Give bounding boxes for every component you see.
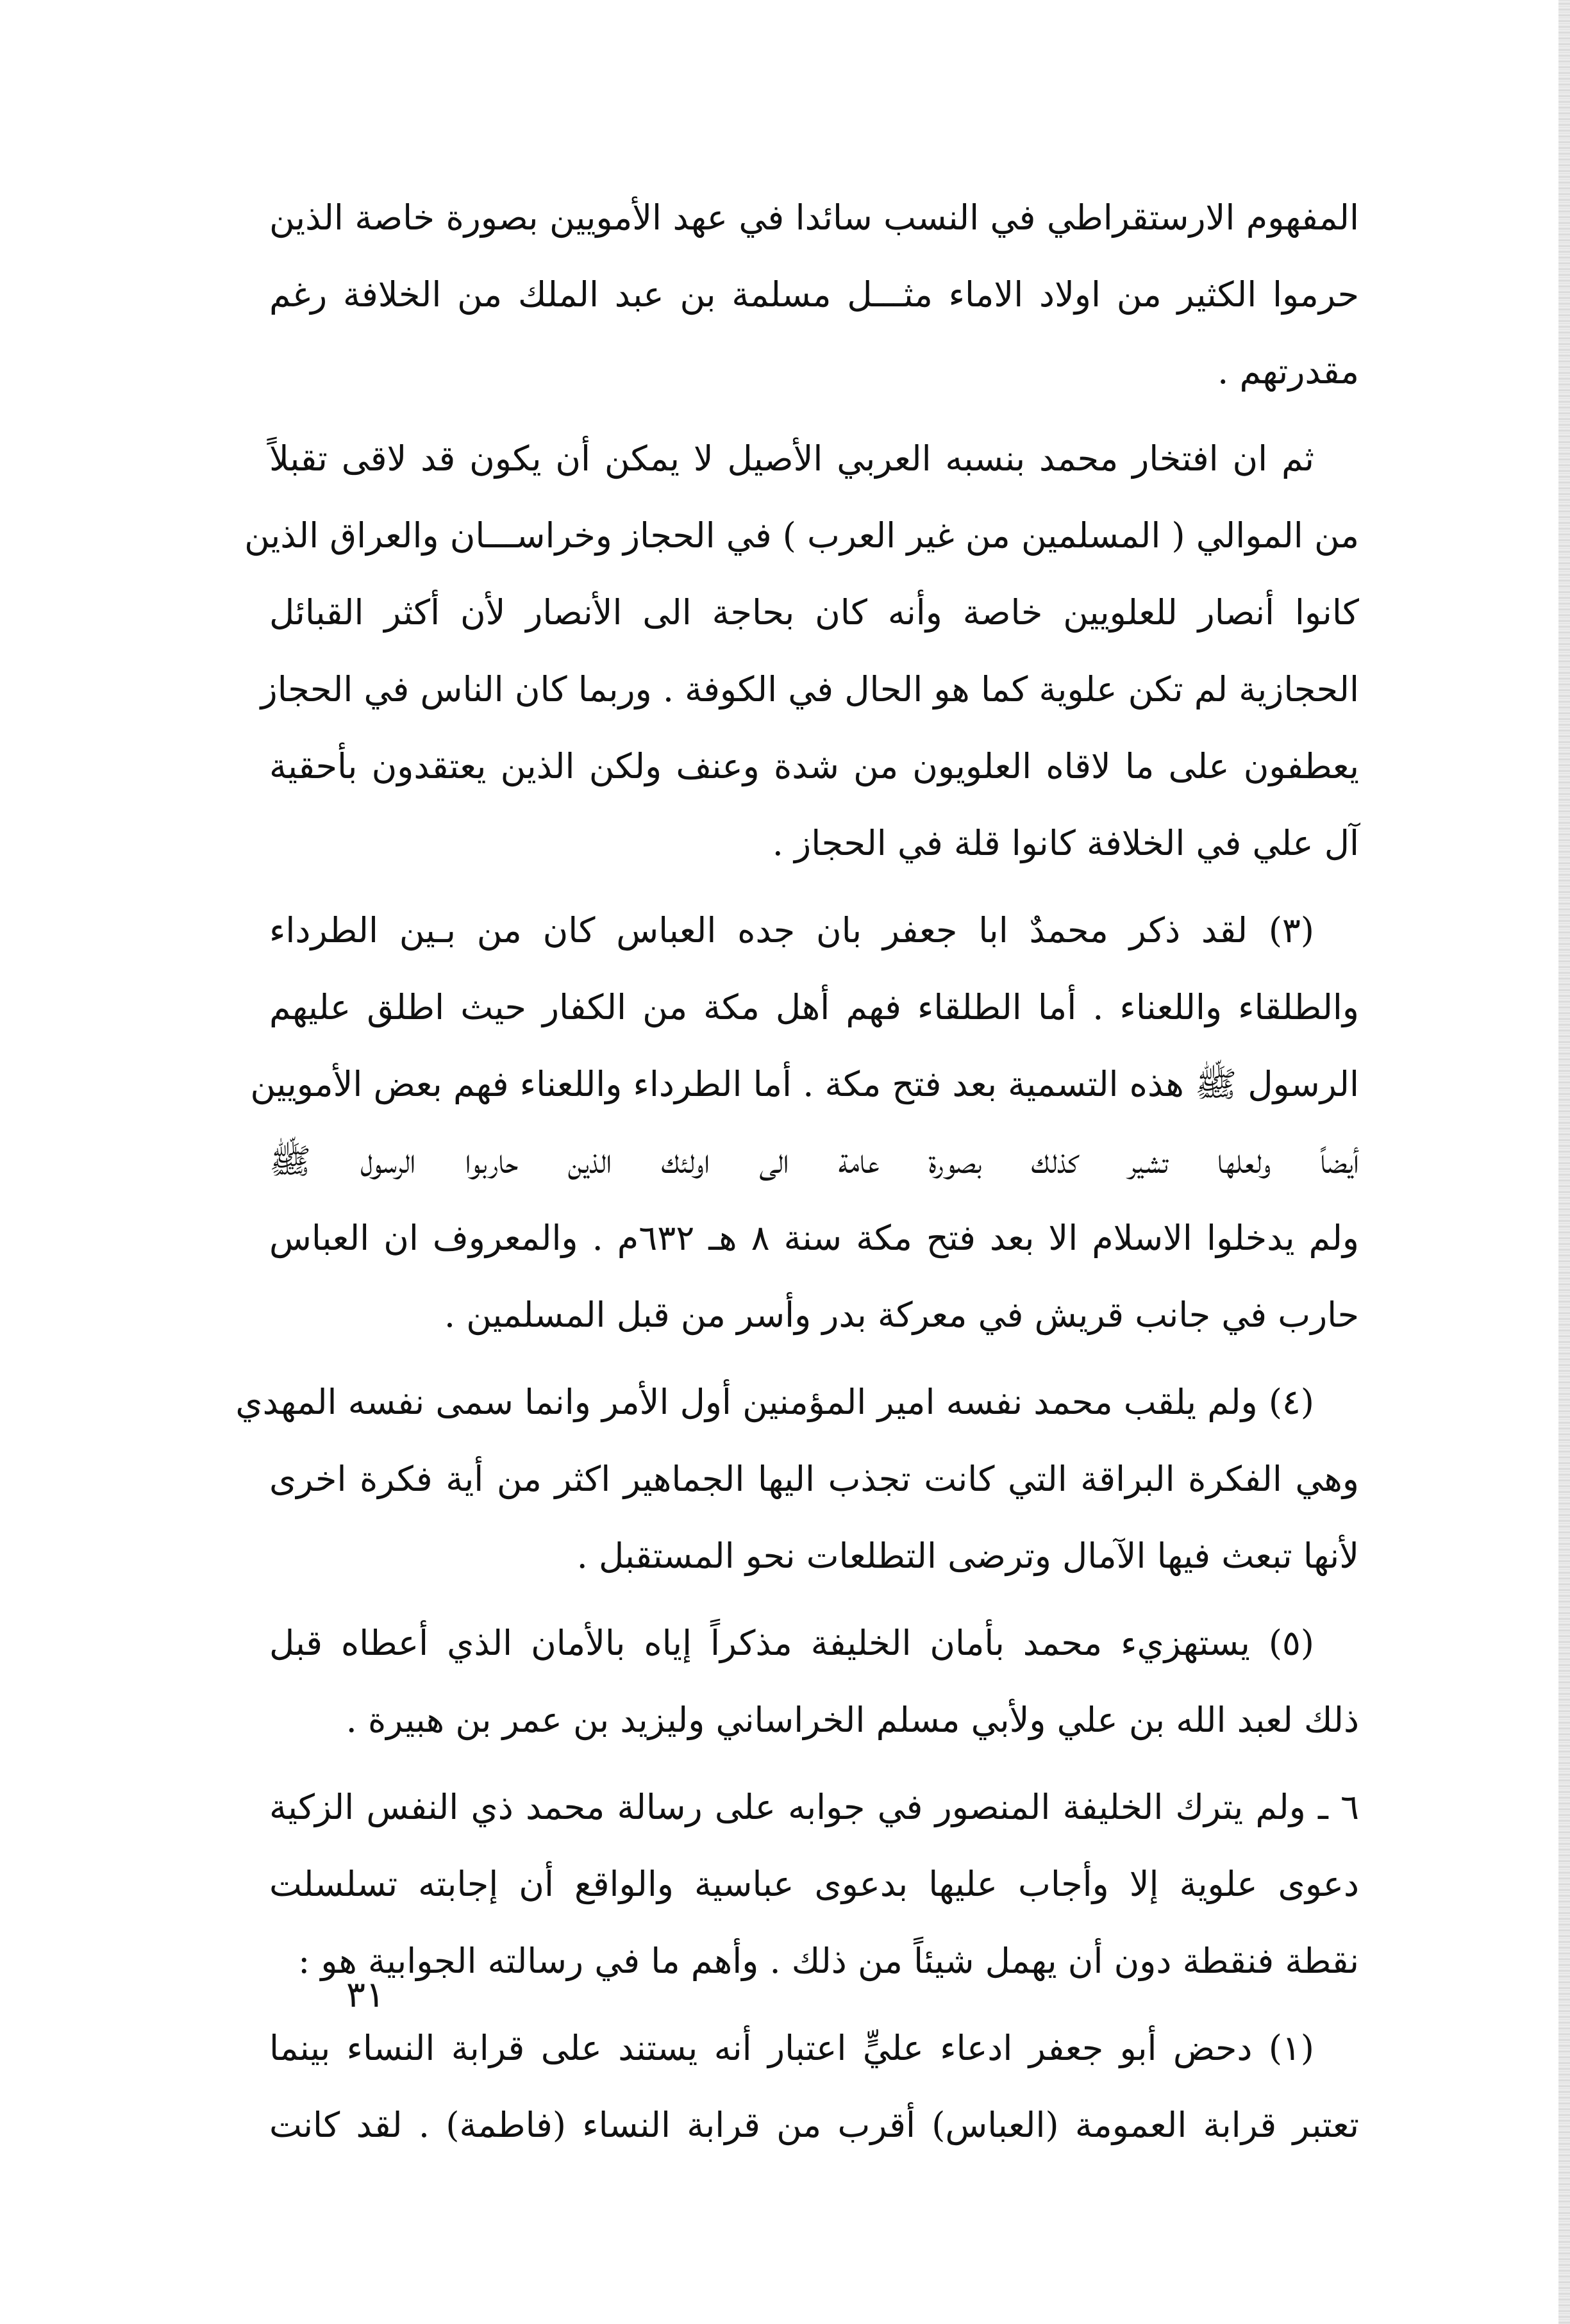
paragraph-5 <box>269 1605 1359 1759</box>
text-line: ٦ ـ ولم يترك الخليفة المنصور في جوابه على رسالة محمد ذي النفس الزكية <box>269 1787 1359 1827</box>
text-line: ثم ان افتخار محمد بنسبه العربي الأصيل لا يمكن أن يكون قد لاقى تقبلاً <box>269 438 1314 479</box>
paragraph-4 <box>235 1364 1359 1595</box>
text-line: نقطة فنقطة دون أن يهمل شيئاً من ذلك . وأهم ما في رسالته الجوابية هو : <box>298 1941 1359 1981</box>
text-line: مقدرتهم . <box>1217 351 1359 392</box>
text-line: يعطفون على ما لاقاه العلويون من شدة وعنف ولكن الذين يعتقدون بأحقية <box>269 746 1359 786</box>
text-line: (١) دحض أبو جعفر ادعاء عليٍّ اعتبار أنه يستند على قرابة النساء بينما <box>269 2028 1314 2068</box>
page-number: ٣١ <box>346 1974 385 2016</box>
text-line: ولم يدخلوا الاسلام الا بعد فتح مكة سنة ٨ هـ ٦٣٢م . والمعروف ان العباس <box>269 1218 1359 1258</box>
paragraph-1 <box>269 179 1359 410</box>
text-line: دعوى علوية إلا وأجاب عليها بدعوى عباسية والواقع أن إجابته تسلسلت <box>269 1864 1359 1904</box>
text-line: تعتبر قرابة العمومة (العباس) أقرب من قرابة النساء (فاطمة) . لقد كانت <box>269 2105 1359 2145</box>
text-line: الحجازية لم تكن علوية كما هو الحال في الكوفة . وربما كان الناس في الحجاز <box>260 669 1359 710</box>
text-line: (٣) لقد ذكر محمدٌ ابا جعفر بان جده العباس كان من بـين الطرداء <box>269 910 1314 950</box>
text-line: كانوا أنصار للعلويين خاصة وأنه كان بحاجة الى الأنصار لأن أكثر القبائل <box>269 592 1359 633</box>
text-line: وهي الفكرة البراقة التي كانت تجذب اليها الجماهير اكثر من أية فكرة اخرى <box>269 1459 1359 1499</box>
text-line: ذلك لعبد الله بن علي ولأبي مسلم الخراساني وليزيد بن عمر بن هبيرة . <box>346 1700 1359 1740</box>
paragraph-7 <box>269 2010 1359 2164</box>
text-line: لأنها تبعث فيها الآمال وترضى التطلعات نحو المستقبل . <box>576 1536 1359 1576</box>
text-line: (٤) ولم يلقب محمد نفسه امير المؤمنين أول الأمر وانما سمى نفسه المهدي <box>235 1382 1314 1422</box>
text-line: حارب في جانب قريش في معركة بدر وأسر من قبل المسلمين . <box>444 1295 1359 1335</box>
text-line: حرموا الكثير من اولاد الاماء مثـــل مسلمة بن عبد الملك من الخلافة رغم <box>269 274 1359 315</box>
text-line: المفهوم الارستقراطي في النسب سائدا في عهد الأمويين بصورة خاصة الذين <box>269 197 1359 238</box>
text-line: (٥) يستهزيء محمد بأمان الخليفة مذكراً إياه بالأمان الذي أعطاه قبل <box>269 1623 1314 1663</box>
scanned-page-edge <box>1558 0 1570 2324</box>
text-line: الرسول ﷺ هذه التسمية بعد فتح مكة . أما الطرداء واللعناء فهم بعض الأمويين <box>250 1064 1359 1104</box>
text-line: آل علي في الخلافة كانوا قلة في الحجاز . <box>772 823 1359 863</box>
paragraph-2 <box>244 420 1359 882</box>
page-body <box>235 179 1359 2174</box>
paragraph-3 <box>250 892 1359 1354</box>
text-line: من الموالي ( المسلمين من غير العرب ) في الحجاز وخراســـان والعراق الذين <box>244 515 1359 556</box>
paragraph-6 <box>269 1769 1359 2000</box>
text-line: أيضاً ولعلها تشير كذلك بصورة عامة الى اولئك الذين حاربوا الرسول ﷺ <box>269 1141 1359 1181</box>
text-line: والطلقاء واللعناء . أما الطلقاء فهم أهل مكة من الكفار حيث اطلق عليهم <box>269 987 1359 1027</box>
